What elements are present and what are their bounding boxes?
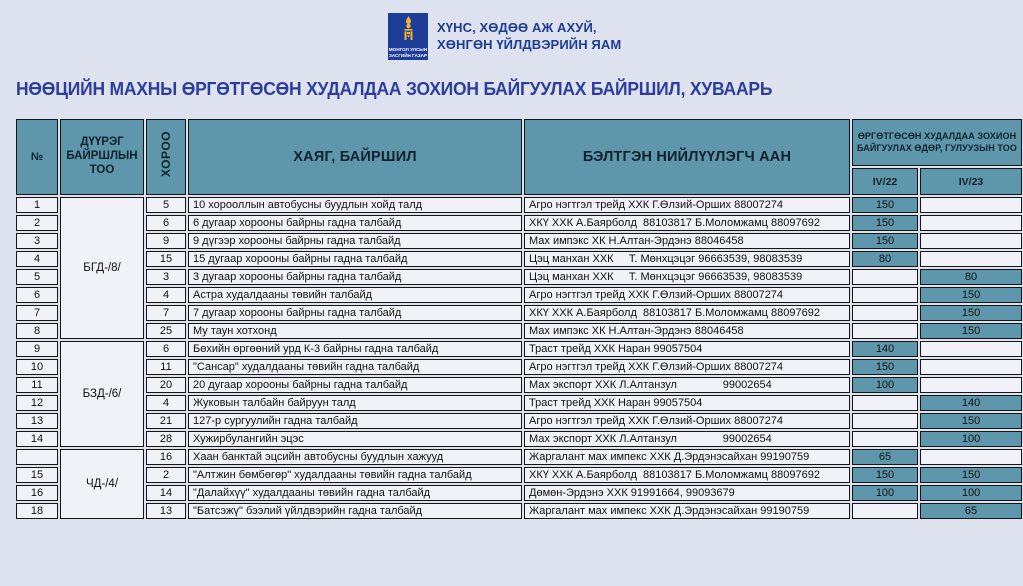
khoroo-cell: 9 xyxy=(146,233,186,249)
row-number-cell: 5 xyxy=(16,269,58,285)
count-cell-iv23: 65 xyxy=(920,503,1022,519)
supplier-cell: Мах экспорт ХХК Л.Алтанзул 99002654 xyxy=(524,377,850,393)
address-cell: 127-р сургуулийн гадна талбайд xyxy=(188,413,522,429)
table-row xyxy=(16,323,1022,339)
khoroo-cell: 2 xyxy=(146,467,186,483)
address-cell: Бөхийн өргөөний урд К-3 байрны гадна талбайд xyxy=(188,341,522,357)
count-cell-iv22: 80 xyxy=(852,251,918,267)
count-cell-iv23: 150 xyxy=(920,287,1022,303)
supplier-cell: Агро нэгтгэл трейд ХХК Г.Өлзий-Орших 88007274 xyxy=(524,287,850,303)
count-cell-iv23 xyxy=(920,233,1022,249)
table-row xyxy=(16,431,1022,447)
supplier-cell: Траст трейд ХХК Наран 99057504 xyxy=(524,395,850,411)
count-cell-iv23 xyxy=(920,377,1022,393)
col-header-khoroo: ХОРОО xyxy=(146,119,186,195)
col-header-no: № xyxy=(16,119,58,195)
row-number-cell: 2 xyxy=(16,215,58,231)
row-number-cell: 12 xyxy=(16,395,58,411)
address-cell: 3 дугаар хорооны байрны гадна талбайд xyxy=(188,269,522,285)
supplier-cell: Траст трейд ХХК Наран 99057504 xyxy=(524,341,850,357)
khoroo-cell: 7 xyxy=(146,305,186,321)
address-cell: 15 дугаар хорооны байрны гадна талбайд xyxy=(188,251,522,267)
count-cell-iv22: 150 xyxy=(852,233,918,249)
row-number-cell: 15 xyxy=(16,467,58,483)
khoroo-cell: 11 xyxy=(146,359,186,375)
table-row xyxy=(16,305,1022,321)
table-row xyxy=(16,449,1022,465)
ministry-name: ХҮНС, ХӨДӨӨ АЖ АХУЙ, ХӨНГӨН ҮЙЛДВЭРИЙН ЯАМ xyxy=(437,19,622,52)
khoroo-cell: 16 xyxy=(146,449,186,465)
row-number-cell: 10 xyxy=(16,359,58,375)
count-cell-iv22: 100 xyxy=(852,485,918,501)
khoroo-cell: 3 xyxy=(146,269,186,285)
address-cell: Хаан банктай эцсийн автобусны буудлын хажууд xyxy=(188,449,522,465)
supplier-cell: Мах экспорт ХХК Л.Алтанзул 99002654 xyxy=(524,431,850,447)
count-cell-iv23 xyxy=(920,215,1022,231)
khoroo-cell: 14 xyxy=(146,485,186,501)
khoroo-cell: 4 xyxy=(146,287,186,303)
count-cell-iv22 xyxy=(852,287,918,303)
address-cell: Му таун хотхонд xyxy=(188,323,522,339)
page-title: НӨӨЦИЙН МАХНЫ ӨРГӨТГӨСӨН ХУДАЛДАА ЗОХИОН БАЙГУУЛАХ БАЙРШИЛ, ХУВААРЬ xyxy=(16,79,773,99)
count-cell-iv22: 150 xyxy=(852,215,918,231)
address-cell: "Далайхүү" худалдааны төвийн гадна талбайд xyxy=(188,485,522,501)
table-row xyxy=(16,485,1022,501)
supplier-cell: Жаргалант мах импекс ХХК Д.Эрдэнэсайхан 99190759 xyxy=(524,449,850,465)
row-number-cell: 16 xyxy=(16,485,58,501)
logo-caption: МОНГОЛ УЛСЫН ЗАСГИЙН ГАЗАР xyxy=(388,47,428,59)
count-cell-iv23 xyxy=(920,449,1022,465)
address-cell: 9 дүгээр хорооны байрны гадна талбайд xyxy=(188,233,522,249)
table-row xyxy=(16,359,1022,375)
address-cell: "Сансар" худалдааны төвийн гадна талбайд xyxy=(188,359,522,375)
khoroo-cell: 25 xyxy=(146,323,186,339)
address-cell: Хужирбулангийн эцэс xyxy=(188,431,522,447)
count-cell-iv22: 150 xyxy=(852,197,918,213)
count-cell-iv23 xyxy=(920,251,1022,267)
row-number-cell: 4 xyxy=(16,251,58,267)
col-header-date-iv22: IV/22 xyxy=(852,168,918,195)
district-group-chd: ЧД-/4/ xyxy=(60,449,144,519)
schedule-table xyxy=(14,117,1023,521)
count-cell-iv22 xyxy=(852,323,918,339)
address-cell: 6 дугаар хорооны байрны гадна талбайд xyxy=(188,215,522,231)
row-number-cell: 7 xyxy=(16,305,58,321)
supplier-cell: Дөмөн-Эрдэнэ ХХК 91991664, 99093679 xyxy=(524,485,850,501)
address-cell: "Алтжин бөмбөгөр" худалдааны төвийн гадна талбайд xyxy=(188,467,522,483)
count-cell-iv22 xyxy=(852,431,918,447)
supplier-cell: Жаргалант мах импекс ХХК Д.Эрдэнэсайхан 99190759 xyxy=(524,503,850,519)
address-cell: 20 дугаар хорооны байрны гадна талбайд xyxy=(188,377,522,393)
table-row xyxy=(16,251,1022,267)
count-cell-iv23: 100 xyxy=(920,485,1022,501)
row-number-cell: 13 xyxy=(16,413,58,429)
col-header-supplier: БЭЛТГЭН НИЙЛҮҮЛЭГЧ ААН xyxy=(524,119,850,195)
soyombo-icon xyxy=(401,16,416,45)
table-row xyxy=(16,215,1022,231)
row-number-cell: 3 xyxy=(16,233,58,249)
supplier-cell: Цэц манхан ХХК Т. Мөнхцэцэг 96663539, 98083539 xyxy=(524,269,850,285)
khoroo-cell: 15 xyxy=(146,251,186,267)
khoroo-cell: 13 xyxy=(146,503,186,519)
count-cell-iv23: 100 xyxy=(920,431,1022,447)
count-cell-iv23: 140 xyxy=(920,395,1022,411)
col-header-district: ДҮҮРЭГ БАЙРШЛЫН ТОО xyxy=(60,119,144,195)
khoroo-cell: 4 xyxy=(146,395,186,411)
supplier-cell: ХКҮ ХХК А.Баярболд 88103817 Б.Моломжамц 88097692 xyxy=(524,305,850,321)
row-number-cell: 1 xyxy=(16,197,58,213)
address-cell: Жуковын талбайн байруун талд xyxy=(188,395,522,411)
table-row xyxy=(16,233,1022,249)
count-cell-iv22: 65 xyxy=(852,449,918,465)
supplier-cell: ХКҮ ХХК А.Баярболд 88103817 Б.Моломжамц 88097692 xyxy=(524,467,850,483)
government-logo xyxy=(388,13,428,60)
khoroo-cell: 28 xyxy=(146,431,186,447)
khoroo-cell: 20 xyxy=(146,377,186,393)
count-cell-iv22: 100 xyxy=(852,377,918,393)
supplier-cell: Агро нэгтгэл трейд ХХК Г.Өлзий-Орших 88007274 xyxy=(524,413,850,429)
header-row-1 xyxy=(16,119,1022,166)
address-cell: Астра худалдааны төвийн талбайд xyxy=(188,287,522,303)
table-row xyxy=(16,377,1022,393)
row-number-cell xyxy=(16,449,58,465)
count-cell-iv23: 150 xyxy=(920,323,1022,339)
count-cell-iv22: 150 xyxy=(852,467,918,483)
count-cell-iv23 xyxy=(920,341,1022,357)
supplier-cell: Цэц манхан ХХК Т. Мөнхцэцэг 96663539, 98083539 xyxy=(524,251,850,267)
row-number-cell: 6 xyxy=(16,287,58,303)
count-cell-iv22 xyxy=(852,269,918,285)
khoroo-cell: 21 xyxy=(146,413,186,429)
count-cell-iv23: 150 xyxy=(920,467,1022,483)
count-cell-iv22 xyxy=(852,395,918,411)
district-group-bgd: БГД-/8/ xyxy=(60,197,144,339)
count-cell-iv22 xyxy=(852,413,918,429)
row-number-cell: 14 xyxy=(16,431,58,447)
table-row xyxy=(16,269,1022,285)
table-row xyxy=(16,197,1022,213)
count-cell-iv23: 80 xyxy=(920,269,1022,285)
row-number-cell: 18 xyxy=(16,503,58,519)
address-cell: 10 хорооллын автобусны буудлын хойд талд xyxy=(188,197,522,213)
table-row xyxy=(16,503,1022,519)
count-cell-iv22 xyxy=(852,503,918,519)
table-row xyxy=(16,413,1022,429)
supplier-cell: Агро нэгтгэл трейд ХХК Г.Өлзий-Орших 88007274 xyxy=(524,359,850,375)
row-number-cell: 9 xyxy=(16,341,58,357)
count-cell-iv22 xyxy=(852,305,918,321)
table-row xyxy=(16,341,1022,357)
supplier-cell: Мах импэкс ХК Н.Алтан-Эрдэнэ 88046458 xyxy=(524,233,850,249)
khoroo-cell: 6 xyxy=(146,341,186,357)
col-header-schedule: ӨРГӨТГӨСӨН ХУДАЛДАА ЗОХИОН БАЙГУУЛАХ ӨДӨР, ГУЛУУЗЫН ТОО xyxy=(852,119,1022,166)
supplier-cell: ХКҮ ХХК А.Баярболд 88103817 Б.Моломжамц 88097692 xyxy=(524,215,850,231)
row-number-cell: 11 xyxy=(16,377,58,393)
table-row xyxy=(16,467,1022,483)
supplier-cell: Агро нэгтгэл трейд ХХК Г.Өлзий-Орших 88007274 xyxy=(524,197,850,213)
count-cell-iv23 xyxy=(920,359,1022,375)
table-row xyxy=(16,287,1022,303)
count-cell-iv23: 150 xyxy=(920,305,1022,321)
count-cell-iv22: 150 xyxy=(852,359,918,375)
col-header-date-iv23: IV/23 xyxy=(920,168,1022,195)
supplier-cell: Мах импэкс ХК Н.Алтан-Эрдэнэ 88046458 xyxy=(524,323,850,339)
row-number-cell: 8 xyxy=(16,323,58,339)
khoroo-cell: 5 xyxy=(146,197,186,213)
count-cell-iv22: 140 xyxy=(852,341,918,357)
col-header-address: ХАЯГ, БАЙРШИЛ xyxy=(188,119,522,195)
table-row xyxy=(16,395,1022,411)
address-cell: 7 дугаар хорооны байрны гадна талбайд xyxy=(188,305,522,321)
count-cell-iv23: 150 xyxy=(920,413,1022,429)
address-cell: "Батсэжү" бээлий үйлдвэрийн гадна талбайд xyxy=(188,503,522,519)
khoroo-cell: 6 xyxy=(146,215,186,231)
government-header xyxy=(388,13,621,60)
district-group-bzd: БЗД-/6/ xyxy=(60,341,144,447)
count-cell-iv23 xyxy=(920,197,1022,213)
